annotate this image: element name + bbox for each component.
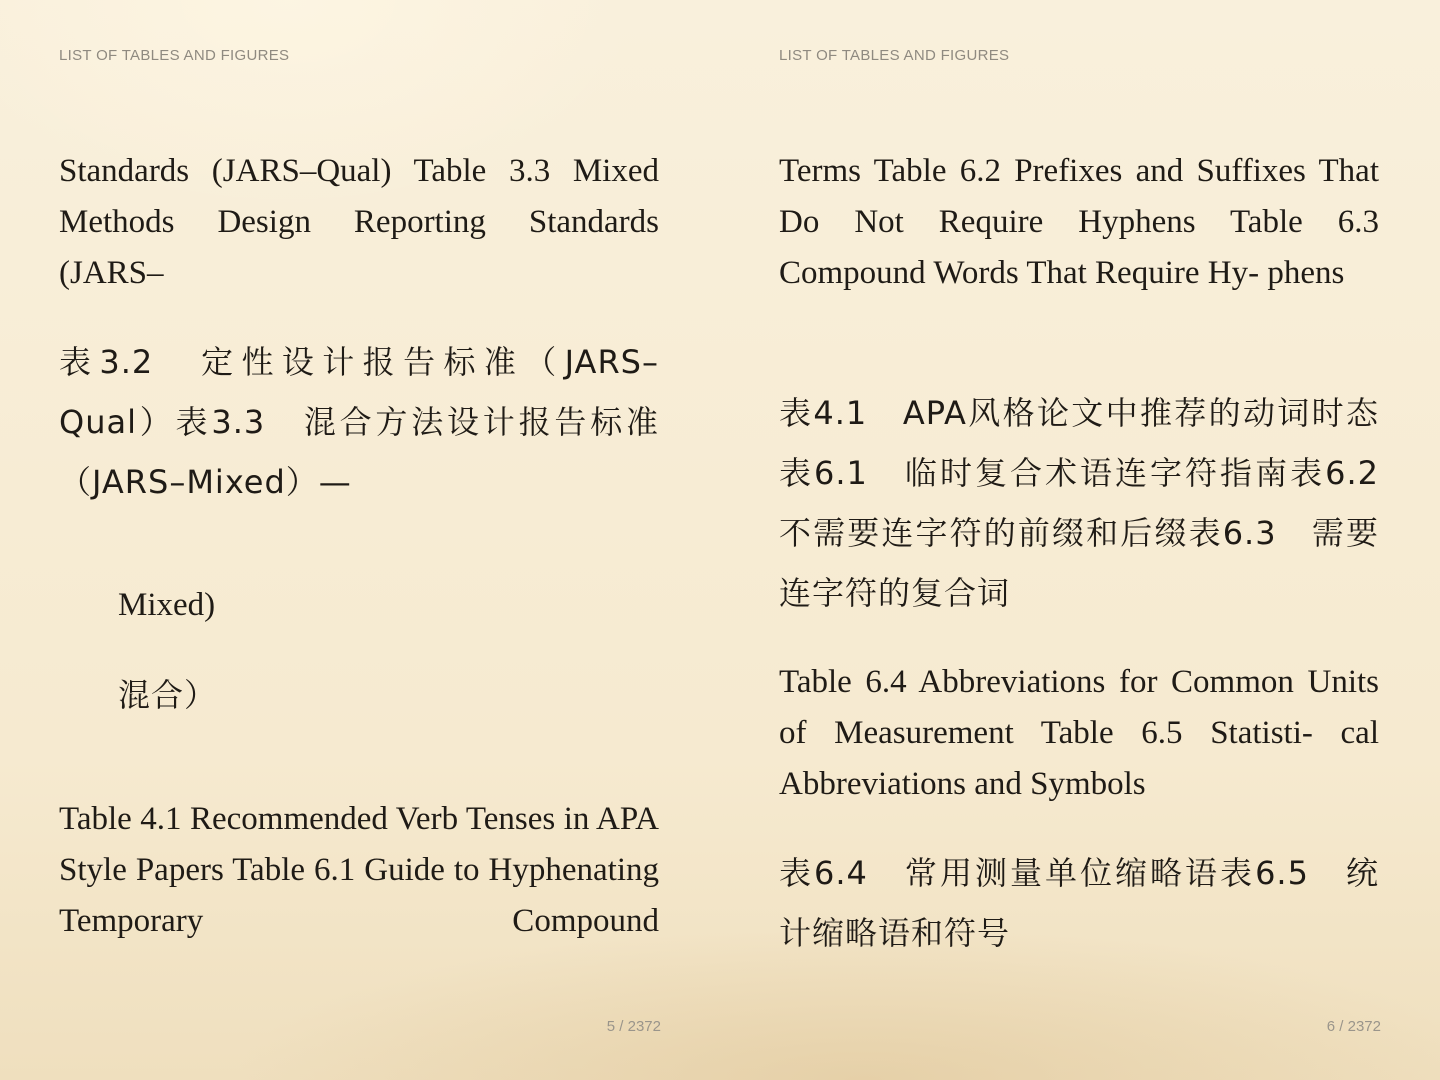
right-page xyxy=(779,0,1413,1080)
chinese-paragraph: 表4.1 APA风格论文中推荐的动词时态表6.1 临时复合术语连字符指南表6.2 不需要连字符的前缀和后缀表6.3 需要连字符的复合词 xyxy=(779,394,1413,612)
english-paragraph: Terms Table 6.2 Prefixes and Suffixes That Do Not Require Hyphens Table 6.3 Compound Words That Require Hy- phens xyxy=(779,153,1379,291)
english-fragment: Mixed) xyxy=(118,587,216,623)
english-paragraph: Standards (JARS–Qual) Table 3.3 Mixed Methods Design Reporting Standards (JARS– xyxy=(59,153,659,291)
page-number: 5 / 2372 xyxy=(606,1018,661,1035)
running-head: LIST OF TABLES AND FIGURES xyxy=(779,47,1010,64)
chinese-paragraph: 表6.4 常用测量单位缩略语表6.5 统计缩略语和符号 xyxy=(779,854,1379,952)
english-paragraph: Table 6.4 Abbreviations for Common Units of Measurement Table 6.5 Statisti- cal Abbreviations and Symbols xyxy=(779,664,1379,802)
running-head: LIST OF TABLES AND FIGURES xyxy=(59,47,290,64)
chinese-fragment: 混合） xyxy=(118,676,218,714)
page-number: 6 / 2372 xyxy=(1326,1018,1381,1035)
english-paragraph: Table 4.1 Recommended Verb Tenses in APA Style Papers Table 6.1 Guide to Hyphenating Temporary Compound xyxy=(59,801,659,939)
left-page xyxy=(59,0,659,1080)
chinese-paragraph: 表3.2 定性设计报告标准（JARS–Qual）表3.3 混合方法设计报告标准（JARS–Mixed）— xyxy=(59,343,659,501)
